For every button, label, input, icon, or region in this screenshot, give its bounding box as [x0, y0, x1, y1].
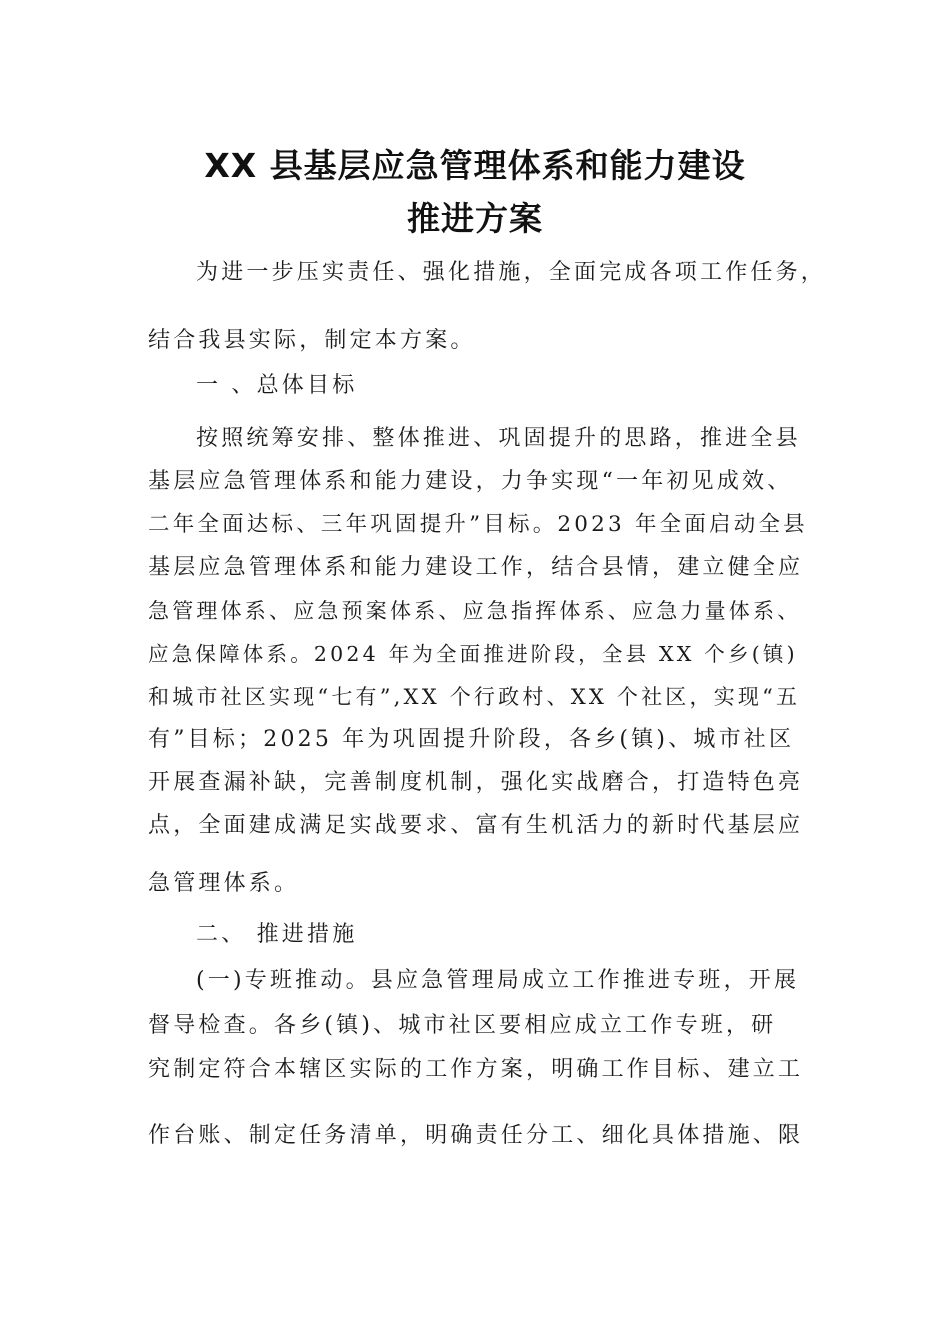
paragraph-line: 开展查漏补缺，完善制度机制，强化实战磨合，打造特色亮 [148, 770, 804, 795]
paragraph-line: 急管理体系、应急预案体系、应急指挥体系、应急力量体系、 [148, 599, 802, 623]
paragraph-line: 基层应急管理体系和能力建设工作，结合县情，建立健全应 [148, 555, 804, 580]
paragraph-line: 应急保障体系。2024 年为全面推进阶段，全县 XX 个乡(镇) [148, 642, 798, 666]
paragraph-intro-line: 结合我县实际，制定本方案。 [148, 328, 476, 353]
title-line-1: XX 县基层应急管理体系和能力建设 [204, 146, 746, 185]
section-heading-1: 一 、总体目标 [196, 373, 358, 398]
paragraph-line: 急管理体系。 [148, 871, 300, 896]
paragraph-intro-line: 为进一步压实责任、强化措施，全面完成各项工作任务， [196, 260, 827, 285]
paragraph-line: 点，全面建成满足实战要求、富有生机活力的新时代基层应 [148, 813, 804, 838]
paragraph-line: 作台账、制定任务清单，明确责任分工、细化具体措施、限 [148, 1123, 804, 1148]
section-heading-2: 二、 推进措施 [196, 922, 358, 947]
paragraph-line: 究制定符合本辖区实际的工作方案，明确工作目标、建立工 [148, 1057, 804, 1082]
paragraph-line: 基层应急管理体系和能力建设，力争实现“一年初见成效、 [148, 469, 793, 494]
paragraph-line: 和城市社区实现“七有”,XX 个行政村、XX 个社区，实现“五 [148, 685, 801, 709]
paragraph-line: 有”目标；2025 年为巩固提升阶段，各乡(镇)、城市社区 [148, 727, 795, 752]
paragraph-line: 二年全面达标、三年巩固提升”目标。2023 年全面启动全县 [148, 512, 808, 537]
paragraph-line: (一)专班推动。县应急管理局成立工作推进专班，开展 [196, 968, 800, 993]
title-line-2: 推进方案 [407, 199, 543, 238]
paragraph-line: 督导检查。各乡(镇)、城市社区要相应成立工作专班，研 [148, 1013, 777, 1038]
paragraph-line: 按照统筹安排、整体推进、巩固提升的思路，推进全县 [196, 426, 801, 451]
